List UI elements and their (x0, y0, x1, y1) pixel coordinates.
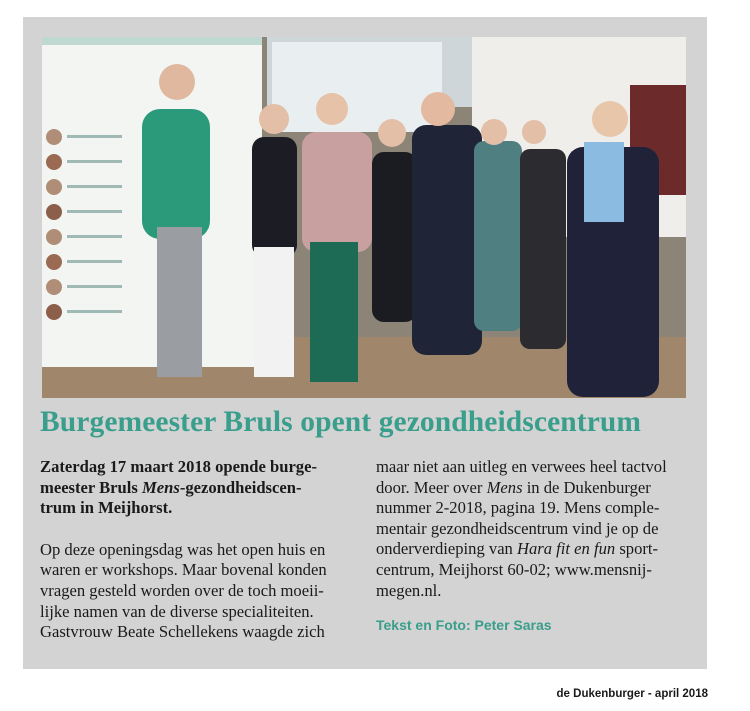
body-line: Gastvrouw Beate Schellekens waagde zich (40, 622, 325, 642)
body-line: door. Meer over (376, 477, 487, 497)
body-line: in de Dukenburger (522, 477, 651, 497)
right-column (376, 457, 694, 636)
group-photo-illustration (42, 37, 686, 398)
headline: Burgemeester Bruls opent gezondheidscentrum (40, 406, 642, 438)
body-paragraph-right (376, 457, 694, 601)
lead-line-1: Zaterdag 17 maart 2018 opende burge- (40, 457, 317, 476)
body-line: nummer 2-2018, pagina 19. Mens comple- (376, 498, 660, 518)
lead-italic-mens: Mens (142, 477, 180, 497)
lead-line-2a: meester Bruls (40, 477, 142, 497)
lead-line-3: trum in Meijhorst. (40, 498, 173, 518)
body-line: mentair gezondheidscentrum vind je op de (376, 518, 659, 538)
body-paragraph-left (40, 540, 355, 643)
body-line: waren er workshops. Maar bovenal konden (40, 560, 327, 580)
body-line: Op deze openingsdag was het open huis en (40, 539, 326, 559)
body-line: maar niet aan uitleg en verwees heel tactvol (376, 457, 667, 476)
body-line: centrum, Meijhorst 60-02; www.mensnij- (376, 559, 652, 579)
body-line: sport- (615, 539, 659, 559)
body-line: megen.nl. (376, 580, 442, 600)
body-line: onderverdieping van (376, 539, 517, 559)
lead-line-2b: -gezondheidscen- (179, 477, 302, 497)
group-photo (42, 37, 686, 398)
body-line: vragen gesteld worden over de toch moeii- (40, 580, 324, 600)
photo-credit: Tekst en Foto: Peter Saras (376, 617, 552, 634)
body-line: lijke namen van de diverse specialiteiten. (40, 601, 314, 621)
left-column (40, 457, 355, 643)
page-footer: de Dukenburger - april 2018 (556, 688, 708, 700)
italic-hara: Hara fit en fun (517, 539, 616, 559)
lead-paragraph (40, 457, 355, 519)
italic-mens: Mens (486, 477, 523, 497)
